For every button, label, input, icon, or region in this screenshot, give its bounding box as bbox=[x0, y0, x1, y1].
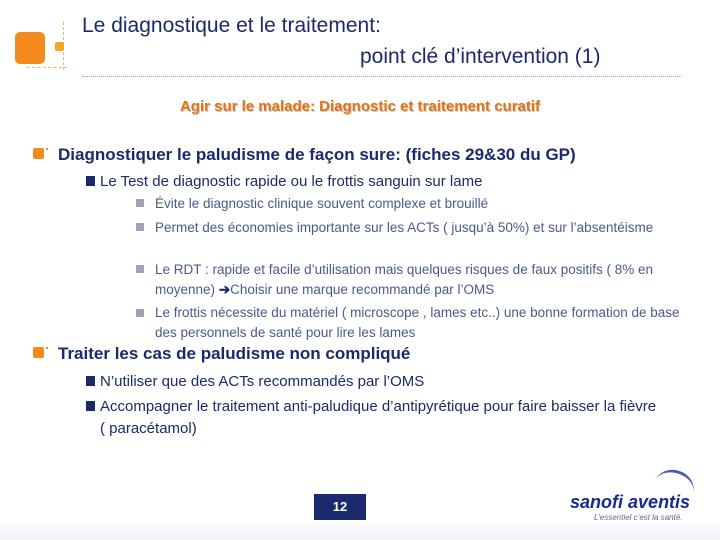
detail-point-recommendation: Choisir une marque recommandé par l’OMS bbox=[230, 282, 495, 297]
sub-bullet-icon bbox=[86, 176, 95, 186]
section-bullet-icon bbox=[33, 347, 44, 358]
sub-point: Le Test de diagnostic rapide ou le frottis sanguin sur lame bbox=[100, 173, 483, 190]
section-heading: Diagnostiquer le paludisme de façon sure: (fiches 29&30 du GP) bbox=[58, 145, 576, 164]
logo-mark-icon bbox=[15, 22, 71, 72]
section-bullet-icon bbox=[33, 148, 44, 159]
section-heading: Traiter les cas de paludisme non compliqué bbox=[58, 344, 411, 363]
logo-dashed-line bbox=[27, 67, 67, 69]
slide-title-line1: Le diagnostique et le traitement: bbox=[82, 14, 381, 37]
brand-name-part1: sanofi bbox=[570, 492, 624, 512]
slide-title-line2: point clé d’intervention (1) bbox=[360, 45, 601, 68]
page-number: 12 bbox=[314, 494, 366, 520]
sub-point: Accompagner le traitement anti-paludique d’antipyrétique pour faire baisser la fièvre ( paracétamol) bbox=[100, 398, 657, 437]
sub-bullet-icon bbox=[86, 376, 95, 386]
logo-square-icon bbox=[15, 32, 45, 64]
footer-band bbox=[0, 520, 720, 540]
logo-small-square-icon bbox=[55, 42, 64, 51]
sub-bullet-icon bbox=[86, 401, 95, 411]
arrow-right-icon: ➔ bbox=[218, 282, 231, 297]
detail-point bbox=[155, 260, 695, 300]
slide-subtitle: Agir sur le malade: Diagnostic et traitement curatif bbox=[179, 98, 541, 115]
detail-point: Évite le diagnostic clinique souvent complexe et brouillé bbox=[155, 196, 489, 211]
brand-logo bbox=[570, 492, 690, 522]
detail-point: Permet des économies importante sur les ACTs ( jusqu’à 50%) et sur l’absentéisme bbox=[155, 220, 654, 235]
title-divider bbox=[82, 76, 682, 78]
sub-point: N’utiliser que des ACTs recommandés par l’OMS bbox=[100, 373, 425, 390]
point-bullet-icon bbox=[136, 199, 144, 207]
brand-name-part2: aventis bbox=[628, 492, 691, 512]
brand-tagline: L’essentiel c’est la santé. bbox=[594, 513, 683, 522]
detail-point: Le frottis nécessite du matériel ( microscope , lames etc..) une bonne formation de base des personnels de santé pour lire les lames bbox=[155, 305, 680, 340]
point-bullet-icon bbox=[136, 223, 144, 231]
detail-point-text: Le RDT : rapide et facile d’utilisation mais quelques risques de faux positifs ( 8% en moyenne) bbox=[155, 262, 654, 297]
point-bullet-icon bbox=[136, 265, 144, 273]
point-bullet-icon bbox=[136, 309, 144, 317]
